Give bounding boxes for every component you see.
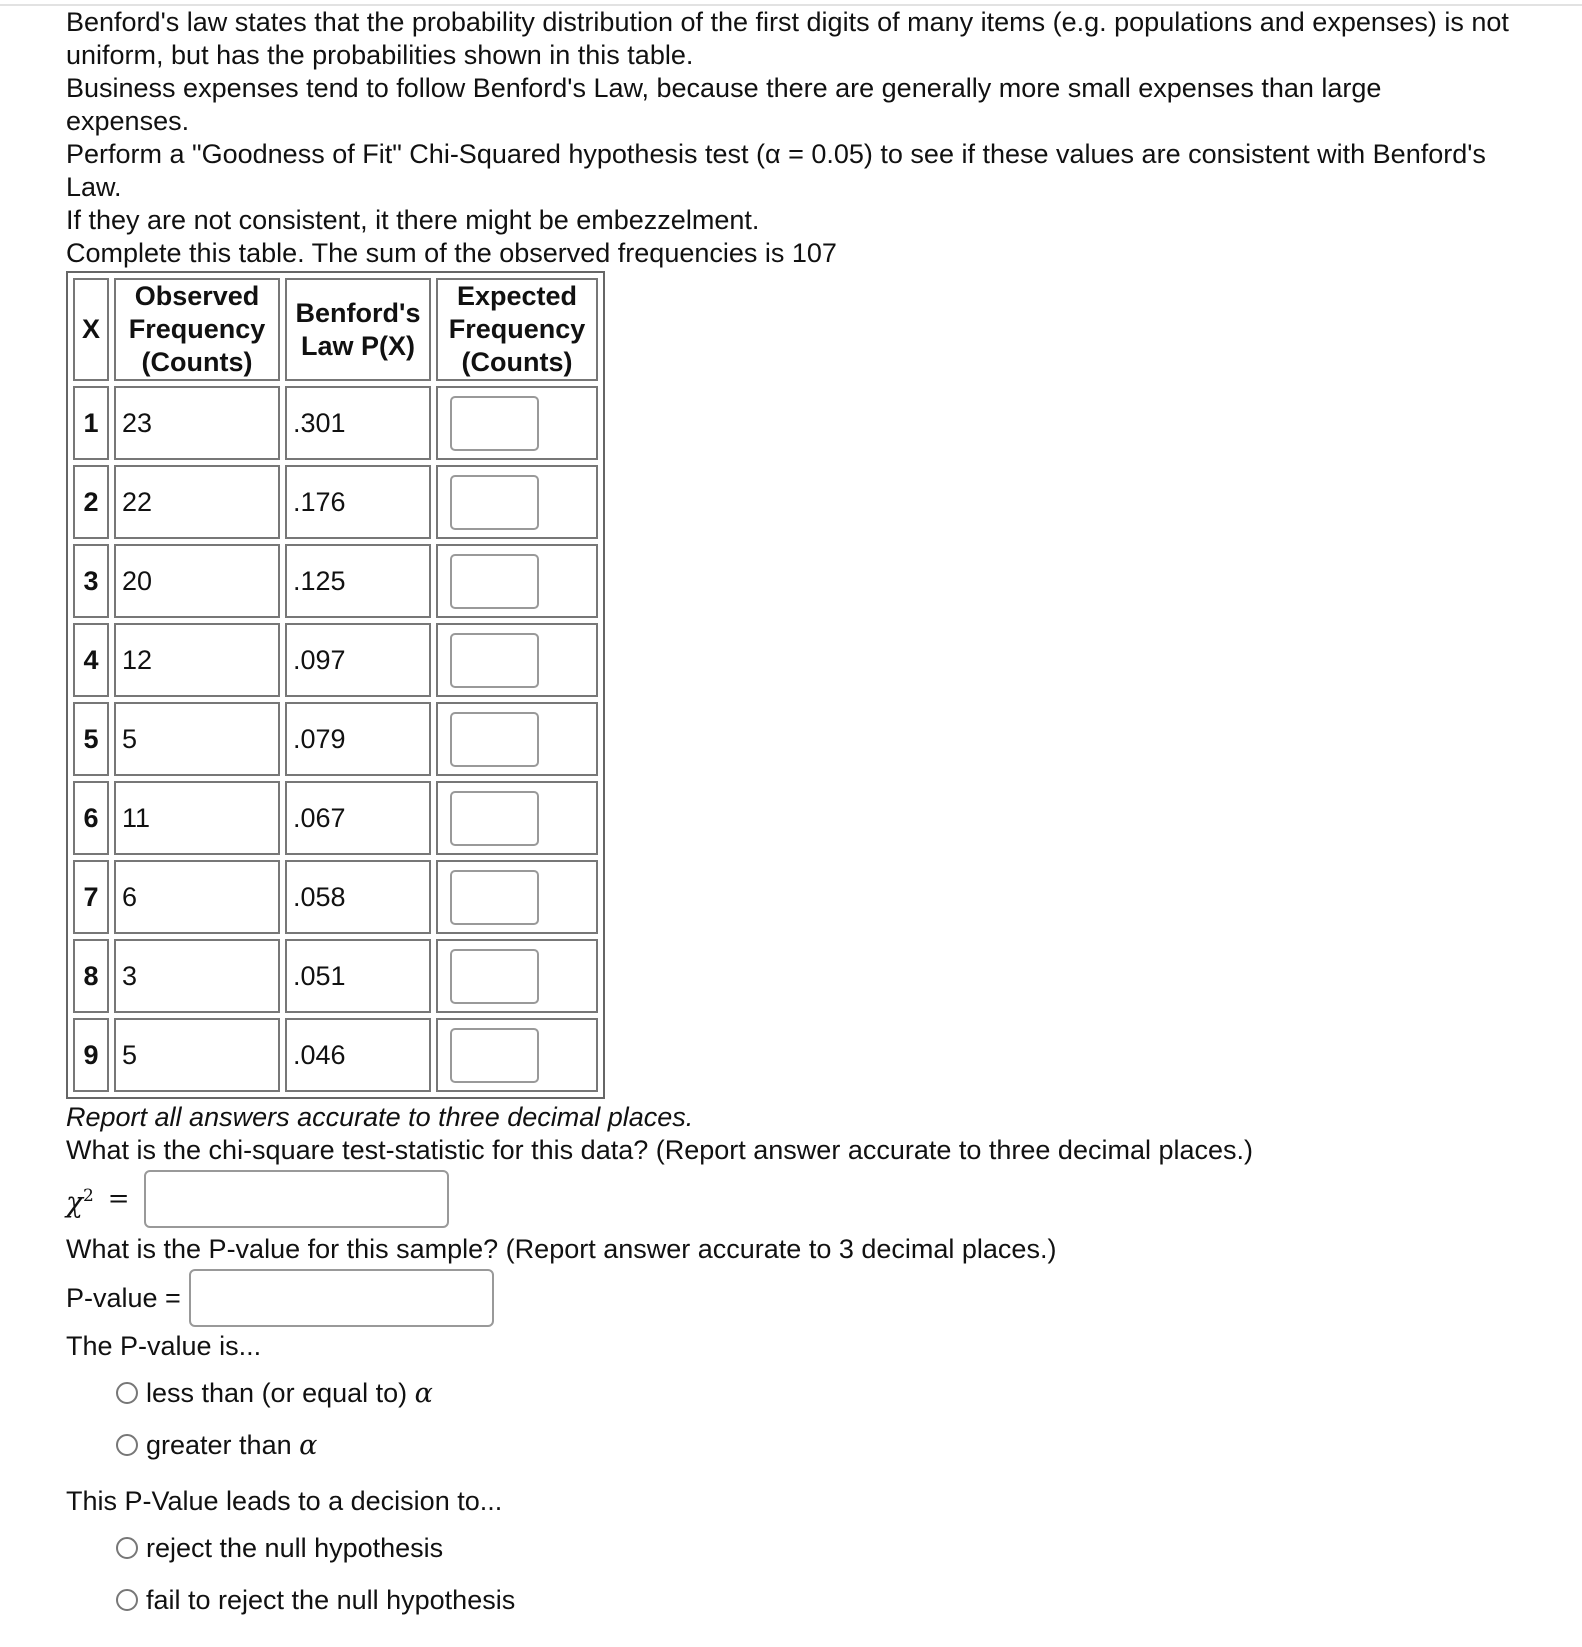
intro-line: Complete this table. The sum of the observed frequencies is 107 — [66, 238, 837, 268]
header-observed: Observed Frequency (Counts) — [114, 278, 280, 381]
digit-cell: 9 — [73, 1018, 109, 1092]
table-row — [73, 939, 598, 1013]
expected-frequency-input[interactable] — [450, 949, 539, 1004]
radio-circle-icon[interactable] — [116, 1589, 138, 1611]
intro-line: Benford's law states that the probability distribution of the first digits of many items (e.g. populations and expenses) is not uniform, but has the probabilities shown in this table. — [66, 7, 1509, 70]
observed-cell: 11 — [114, 781, 280, 855]
radio-less-than-alpha[interactable] — [116, 1367, 1526, 1419]
chi-letter: χ — [66, 1185, 83, 1219]
decision-label: This P-Value leads to a decision to... — [66, 1486, 503, 1516]
digit-cell: 2 — [73, 465, 109, 539]
radio-reject-null[interactable] — [116, 1522, 1526, 1574]
expected-frequency-input[interactable] — [450, 870, 539, 925]
expected-frequency-input[interactable] — [450, 475, 539, 530]
alpha-symbol: α — [414, 1377, 433, 1409]
p-value-label: P-value = — [66, 1282, 181, 1313]
expected-frequency-input[interactable] — [450, 554, 539, 609]
radio-fail-to-reject-null[interactable] — [116, 1574, 1526, 1626]
digit-cell: 5 — [73, 702, 109, 776]
option-label: less than (or equal to) — [146, 1377, 408, 1408]
expected-cell — [436, 465, 598, 539]
radio-circle-icon[interactable] — [116, 1434, 138, 1456]
probability-cell: .046 — [285, 1018, 431, 1092]
digit-cell: 3 — [73, 544, 109, 618]
probability-cell: .176 — [285, 465, 431, 539]
probability-cell: .051 — [285, 939, 431, 1013]
table-row — [73, 386, 598, 460]
observed-cell: 12 — [114, 623, 280, 697]
p-compare-label: The P-value is... — [66, 1331, 262, 1361]
expected-cell — [436, 1018, 598, 1092]
expected-frequency-input[interactable] — [450, 791, 539, 846]
expected-frequency-input[interactable] — [450, 1028, 539, 1083]
header-expected: Expected Frequency (Counts) — [436, 278, 598, 381]
digit-cell: 4 — [73, 623, 109, 697]
observed-cell: 23 — [114, 386, 280, 460]
intro-line: If they are not consistent, it there might be embezzelment. — [66, 205, 760, 235]
radio-circle-icon[interactable] — [116, 1382, 138, 1404]
option-label: fail to reject the null hypothesis — [146, 1584, 516, 1615]
observed-cell: 3 — [114, 939, 280, 1013]
table-row — [73, 544, 598, 618]
intro-line: Business expenses tend to follow Benford's Law, because there are generally more small expenses than large expenses. — [66, 73, 1382, 136]
probability-cell: .301 — [285, 386, 431, 460]
probability-cell: .067 — [285, 781, 431, 855]
benford-table — [66, 271, 605, 1099]
table-row — [73, 702, 598, 776]
expected-cell — [436, 781, 598, 855]
observed-cell: 5 — [114, 1018, 280, 1092]
table-row — [73, 1018, 598, 1092]
probability-cell: .125 — [285, 544, 431, 618]
p-value-row — [66, 1268, 1526, 1328]
observed-cell: 22 — [114, 465, 280, 539]
observed-cell: 5 — [114, 702, 280, 776]
table-row — [73, 860, 598, 934]
p-value-input[interactable] — [189, 1269, 494, 1327]
option-label: greater than — [146, 1429, 292, 1460]
chi-square-symbol — [66, 1180, 94, 1218]
radio-circle-icon[interactable] — [116, 1537, 138, 1559]
p-value-question: What is the P-value for this sample? (Report answer accurate to 3 decimal places.) — [66, 1234, 1057, 1264]
chi-row — [66, 1169, 1526, 1229]
observed-cell: 20 — [114, 544, 280, 618]
equals-sign: = — [107, 1183, 130, 1214]
expected-cell — [436, 860, 598, 934]
expected-cell — [436, 544, 598, 618]
digit-cell: 6 — [73, 781, 109, 855]
table-header-row — [73, 278, 598, 381]
digit-cell: 7 — [73, 860, 109, 934]
digit-cell: 8 — [73, 939, 109, 1013]
observed-cell: 6 — [114, 860, 280, 934]
alpha-symbol: α — [299, 1429, 318, 1461]
probability-cell: .079 — [285, 702, 431, 776]
expected-cell — [436, 623, 598, 697]
expected-cell — [436, 386, 598, 460]
report-note: Report all answers accurate to three decimal places. — [66, 1102, 694, 1132]
option-label: reject the null hypothesis — [146, 1532, 444, 1563]
question-content — [66, 6, 1526, 1626]
chi-exponent: 2 — [82, 1185, 94, 1206]
probability-cell: .058 — [285, 860, 431, 934]
expected-frequency-input[interactable] — [450, 396, 539, 451]
header-x: X — [73, 278, 109, 381]
expected-cell — [436, 702, 598, 776]
radio-greater-than-alpha[interactable] — [116, 1419, 1526, 1471]
chi-square-input[interactable] — [144, 1170, 449, 1228]
probability-cell: .097 — [285, 623, 431, 697]
intro-line: Perform a "Goodness of Fit" Chi-Squared hypothesis test (α = 0.05) to see if these values are consistent with Benford's Law. — [66, 139, 1486, 202]
digit-cell: 1 — [73, 386, 109, 460]
chi-question: What is the chi-square test-statistic for this data? (Report answer accurate to three decimal places.) — [66, 1135, 1254, 1165]
header-benford: Benford's Law P(X) — [285, 278, 431, 381]
expected-frequency-input[interactable] — [450, 633, 539, 688]
table-row — [73, 623, 598, 697]
table-row — [73, 465, 598, 539]
table-row — [73, 781, 598, 855]
expected-cell — [436, 939, 598, 1013]
expected-frequency-input[interactable] — [450, 712, 539, 767]
